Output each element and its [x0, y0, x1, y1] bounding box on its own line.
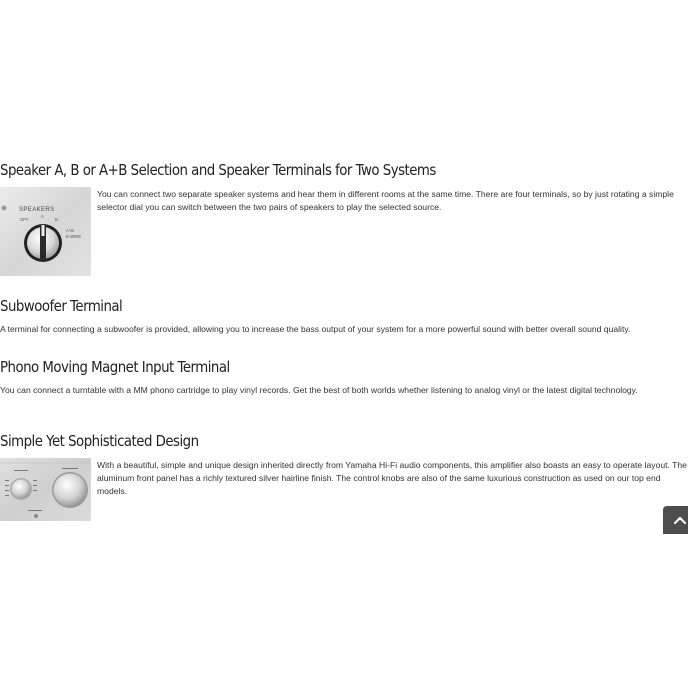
a-label: A [41, 214, 44, 219]
biwire-label: B-WIRE [66, 234, 82, 239]
speaker-selection-text: You can connect two separate speaker systems and hear them in different rooms at the same time. There are four terminals, so by just rotating a simple selector dial you can switch between the two pairs of speakers to play the selected source. [97, 189, 674, 212]
selector-pointer [42, 225, 45, 236]
off-label: OFF [20, 217, 29, 222]
back-to-top-button[interactable] [663, 506, 688, 534]
speaker-selection-heading: Speaker A, B or A+B Selection and Speaker Terminals for Two Systems [0, 161, 436, 179]
amplifier-front-panel-image [0, 458, 91, 521]
design-text: With a beautiful, simple and unique design inherited directly from Yamaha Hi-Fi audio components, this amplifier also boasts an easy to operate layout. The aluminum front panel has a richly textured silver hairline finish. The control knobs are also of the same luxurious construction as used on our top end models. [97, 460, 687, 496]
phono-text: You can connect a turntable with a MM phono cartridge to play vinyl records. Get the best of both worlds whether listening to analog vinyl or the latest digital technology. [0, 385, 638, 395]
subwoofer-heading: Subwoofer Terminal [0, 297, 123, 315]
subwoofer-text: A terminal for connecting a subwoofer is provided, allowing you to increase the bass output of your system for a more powerful sound with better overall sound quality. [0, 324, 631, 334]
volume-knob [54, 474, 87, 507]
input-knob [12, 480, 31, 499]
chevron-up-icon [673, 515, 687, 525]
phono-heading: Phono Moving Magnet Input Terminal [0, 358, 230, 376]
speaker-selector-illustration [0, 187, 91, 276]
speakers-panel-label: SPEAKERS [19, 207, 55, 213]
b-label: B [55, 217, 58, 222]
speaker-selector-image [0, 187, 91, 276]
amplifier-front-illustration [0, 458, 91, 521]
ab-label: A+B [66, 228, 75, 233]
design-heading: Simple Yet Sophisticated Design [0, 432, 199, 450]
